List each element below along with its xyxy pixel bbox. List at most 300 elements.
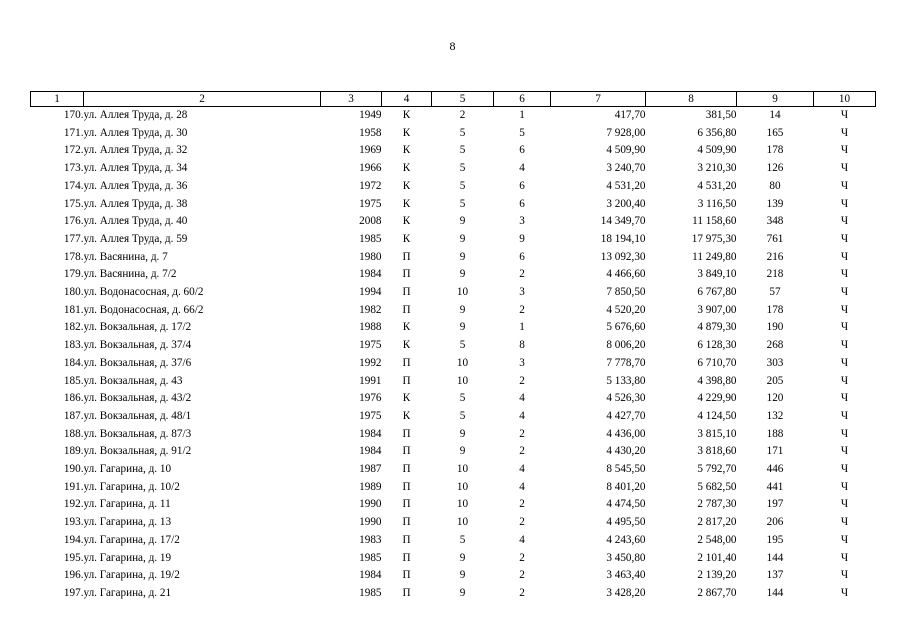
row-number-cell: 190.: [63, 463, 84, 476]
wall-material-cell: П: [402, 250, 411, 263]
living-area-cell: 3 116,50: [697, 197, 737, 210]
category-cell: Ч: [840, 569, 849, 582]
year-built-cell: 1966: [359, 162, 382, 175]
wall-material-cell: К: [402, 126, 411, 139]
wall-material-cell: К: [402, 215, 411, 228]
entrances-cell: 3: [519, 286, 525, 299]
total-area-cell: 4 531,20: [606, 179, 646, 192]
total-area-cell: 4 526,30: [606, 392, 646, 405]
living-area-cell: 2 139,20: [697, 569, 737, 582]
category-cell: Ч: [840, 197, 849, 210]
column-header: 7: [551, 92, 646, 107]
table-row: [31, 585, 876, 603]
wall-material-cell: П: [402, 356, 411, 369]
wall-material-cell: К: [402, 321, 411, 334]
row-number-cell: 197.: [63, 586, 84, 599]
floors-cell: 9: [459, 232, 466, 245]
year-built-cell: 1972: [359, 179, 382, 192]
wall-material-cell: К: [402, 339, 411, 352]
year-built-cell: 1975: [359, 339, 382, 352]
table-row: [31, 532, 876, 550]
floors-cell: 5: [459, 392, 466, 405]
total-area-cell: 3 428,20: [606, 586, 646, 599]
row-number-cell: 170.: [63, 109, 84, 121]
entrances-cell: 2: [519, 516, 525, 529]
floors-cell: 10: [456, 356, 469, 369]
year-built-cell: 1958: [359, 126, 382, 139]
residents-cell: 80: [769, 179, 781, 192]
category-cell: Ч: [840, 250, 849, 263]
year-built-cell: 1949: [359, 109, 382, 121]
address-cell: ул. Гагарина, д. 17/2: [83, 533, 180, 546]
table-row: [31, 337, 876, 355]
floors-cell: 5: [459, 197, 466, 210]
year-built-cell: 1985: [359, 232, 382, 245]
living-area-cell: 5 682,50: [697, 480, 737, 493]
address-cell: ул. Вокзальная, д. 17/2: [83, 321, 192, 334]
entrances-cell: 2: [519, 586, 525, 599]
living-area-cell: 2 548,00: [697, 533, 737, 546]
table-row: [31, 390, 876, 408]
row-number-cell: 175.: [63, 197, 84, 210]
entrances-cell: 6: [519, 197, 525, 210]
year-built-cell: 1983: [359, 533, 382, 546]
living-area-cell: 4 531,20: [697, 179, 737, 192]
residents-cell: 188: [766, 427, 784, 440]
entrances-cell: 1: [519, 109, 525, 121]
category-cell: Ч: [840, 374, 849, 387]
row-number-cell: 173.: [63, 162, 84, 175]
year-built-cell: 1992: [359, 356, 382, 369]
row-number-cell: 195.: [63, 551, 84, 564]
category-cell: Ч: [840, 463, 849, 476]
table-row: [31, 178, 876, 196]
entrances-cell: 1: [519, 321, 525, 334]
address-cell: ул. Гагарина, д. 10: [83, 463, 172, 476]
table-row: [31, 514, 876, 532]
total-area-cell: 4 436,00: [606, 427, 646, 440]
total-area-cell: 8 006,20: [606, 339, 646, 352]
living-area-cell: 17 975,30: [691, 232, 737, 245]
living-area-cell: 11 158,60: [692, 215, 737, 228]
year-built-cell: 1975: [359, 197, 382, 210]
row-number-cell: 193.: [63, 516, 84, 529]
residents-cell: 441: [766, 480, 784, 493]
wall-material-cell: П: [402, 480, 411, 493]
row-number-cell: 183.: [63, 339, 84, 352]
entrances-cell: 2: [519, 498, 525, 511]
entrances-cell: 4: [519, 409, 525, 422]
column-header: 1: [31, 92, 84, 107]
entrances-cell: 4: [519, 392, 525, 405]
table-row: [31, 231, 876, 249]
living-area-cell: 3 815,10: [697, 427, 737, 440]
year-built-cell: 1985: [359, 551, 382, 564]
address-cell: ул. Аллея Труда, д. 34: [83, 162, 188, 175]
category-cell: Ч: [840, 215, 849, 228]
total-area-cell: 3 240,70: [606, 162, 646, 175]
category-cell: Ч: [840, 392, 849, 405]
residents-cell: 205: [766, 374, 784, 387]
total-area-cell: 7 928,00: [606, 126, 646, 139]
row-number-cell: 178.: [63, 250, 84, 263]
table-row: [31, 496, 876, 514]
living-area-cell: 2 787,30: [697, 498, 737, 511]
entrances-cell: 3: [519, 215, 525, 228]
row-number-cell: 184.: [63, 356, 84, 369]
table-row: [31, 550, 876, 568]
residents-cell: 178: [766, 303, 784, 316]
table-row: [31, 284, 876, 302]
floors-cell: 10: [456, 374, 469, 387]
living-area-cell: 11 249,80: [692, 250, 737, 263]
year-built-cell: 1987: [359, 463, 382, 476]
residents-cell: 126: [766, 162, 784, 175]
year-built-cell: 1989: [359, 480, 382, 493]
entrances-cell: 4: [519, 480, 525, 493]
living-area-cell: 2 817,20: [697, 516, 737, 529]
residents-cell: 218: [766, 268, 784, 281]
living-area-cell: 4 124,50: [697, 409, 737, 422]
floors-cell: 9: [459, 268, 466, 281]
floors-cell: 5: [459, 533, 466, 546]
column-header: 5: [432, 92, 494, 107]
floors-cell: 9: [459, 569, 466, 582]
column-header: 3: [321, 92, 382, 107]
floors-cell: 5: [459, 144, 466, 157]
floors-cell: 10: [456, 286, 469, 299]
category-cell: Ч: [840, 356, 849, 369]
living-area-cell: 6 767,80: [697, 286, 737, 299]
wall-material-cell: П: [402, 303, 411, 316]
wall-material-cell: П: [402, 463, 411, 476]
floors-cell: 9: [459, 321, 466, 334]
category-cell: Ч: [840, 480, 849, 493]
total-area-cell: 4 243,60: [606, 533, 646, 546]
total-area-cell: 18 194,10: [600, 232, 646, 245]
category-cell: Ч: [840, 286, 849, 299]
address-cell: ул. Гагарина, д. 10/2: [83, 480, 180, 493]
row-number-cell: 189.: [63, 445, 84, 458]
residents-cell: 171: [766, 445, 784, 458]
floors-cell: 9: [459, 215, 466, 228]
table-row: [31, 125, 876, 143]
entrances-cell: 2: [519, 551, 525, 564]
total-area-cell: 4 466,60: [606, 268, 646, 281]
category-cell: Ч: [840, 109, 849, 121]
row-number-cell: 194.: [63, 533, 84, 546]
wall-material-cell: П: [402, 551, 411, 564]
category-cell: Ч: [840, 498, 849, 511]
entrances-cell: 2: [519, 268, 525, 281]
table-row: [31, 302, 876, 320]
year-built-cell: 1991: [359, 374, 382, 387]
floors-cell: 10: [456, 463, 469, 476]
living-area-cell: 6 356,80: [697, 126, 737, 139]
row-number-cell: 188.: [63, 427, 84, 440]
address-cell: ул. Вокзальная, д. 43/2: [83, 392, 192, 405]
wall-material-cell: П: [402, 498, 411, 511]
total-area-cell: 14 349,70: [600, 215, 646, 228]
entrances-cell: 5: [519, 126, 525, 139]
address-cell: ул. Гагарина, д. 21: [83, 586, 172, 599]
total-area-cell: 3 463,40: [606, 569, 646, 582]
address-cell: ул. Водонасосная, д. 66/2: [83, 303, 204, 316]
address-cell: ул. Аллея Труда, д. 40: [83, 215, 188, 228]
residents-cell: 120: [766, 392, 784, 405]
living-area-cell: 4 879,30: [697, 321, 737, 334]
row-number-cell: 176.: [63, 215, 84, 228]
entrances-cell: 9: [519, 232, 525, 245]
table-row: [31, 213, 876, 231]
floors-cell: 9: [459, 445, 466, 458]
column-header: 4: [382, 92, 432, 107]
table-row: [31, 373, 876, 391]
floors-cell: 10: [456, 480, 469, 493]
living-area-cell: 5 792,70: [697, 463, 737, 476]
year-built-cell: 1982: [359, 303, 382, 316]
floors-cell: 5: [459, 179, 466, 192]
entrances-cell: 4: [519, 533, 525, 546]
residents-cell: 144: [766, 586, 784, 599]
entrances-cell: 4: [519, 162, 525, 175]
residents-cell: 139: [766, 197, 784, 210]
row-number-cell: 177.: [63, 232, 84, 245]
category-cell: Ч: [840, 516, 849, 529]
residents-cell: 446: [766, 463, 784, 476]
residents-cell: 216: [766, 250, 784, 263]
total-area-cell: 5 676,60: [606, 321, 646, 334]
total-area-cell: 3 450,80: [606, 551, 646, 564]
living-area-cell: 2 867,70: [697, 586, 737, 599]
entrances-cell: 2: [519, 303, 525, 316]
wall-material-cell: П: [402, 533, 411, 546]
total-area-cell: 4 509,90: [606, 144, 646, 157]
table-row: [31, 107, 876, 125]
address-cell: ул. Васянина, д. 7: [83, 250, 168, 263]
floors-cell: 10: [456, 498, 469, 511]
floors-cell: 5: [459, 126, 466, 139]
residents-cell: 348: [766, 215, 784, 228]
row-number-cell: 196.: [63, 569, 84, 582]
year-built-cell: 1984: [359, 268, 382, 281]
table-row: [31, 266, 876, 284]
address-cell: ул. Васянина, д. 7/2: [83, 268, 177, 281]
residents-cell: 57: [769, 286, 781, 299]
living-area-cell: 3 907,00: [697, 303, 737, 316]
total-area-cell: 4 520,20: [606, 303, 646, 316]
year-built-cell: 1969: [359, 144, 382, 157]
residents-cell: 178: [766, 144, 784, 157]
wall-material-cell: К: [402, 409, 411, 422]
wall-material-cell: П: [402, 516, 411, 529]
year-built-cell: 1980: [359, 250, 382, 263]
residents-cell: 132: [766, 409, 784, 422]
wall-material-cell: К: [402, 109, 411, 121]
year-built-cell: 1984: [359, 427, 382, 440]
header-row: [31, 92, 876, 107]
wall-material-cell: К: [402, 144, 411, 157]
total-area-cell: 4 427,70: [606, 409, 646, 422]
address-cell: ул. Вокзальная, д. 37/6: [83, 356, 192, 369]
floors-cell: 10: [456, 516, 469, 529]
column-header: 6: [494, 92, 551, 107]
floors-cell: 9: [459, 551, 466, 564]
total-area-cell: 4 495,50: [606, 516, 646, 529]
residents-cell: 303: [766, 356, 784, 369]
wall-material-cell: П: [402, 374, 411, 387]
category-cell: Ч: [840, 445, 849, 458]
address-cell: ул. Аллея Труда, д. 30: [83, 126, 188, 139]
entrances-cell: 2: [519, 569, 525, 582]
table-row: [31, 319, 876, 337]
address-cell: ул. Аллея Труда, д. 32: [83, 144, 188, 157]
total-area-cell: 8 401,20: [606, 480, 646, 493]
floors-cell: 9: [459, 427, 466, 440]
total-area-cell: 4 474,50: [606, 498, 646, 511]
row-number-cell: 179.: [63, 268, 84, 281]
residents-cell: 165: [766, 126, 784, 139]
category-cell: Ч: [840, 551, 849, 564]
entrances-cell: 2: [519, 374, 525, 387]
residents-cell: 197: [766, 498, 784, 511]
column-header: 9: [737, 92, 814, 107]
row-number-cell: 182.: [63, 321, 84, 334]
floors-cell: 5: [459, 162, 466, 175]
total-area-cell: 8 545,50: [606, 463, 646, 476]
floors-cell: 5: [459, 339, 466, 352]
wall-material-cell: К: [402, 179, 411, 192]
living-area-cell: 4 398,80: [697, 374, 737, 387]
year-built-cell: 2008: [359, 215, 382, 228]
table-row: [31, 426, 876, 444]
address-cell: ул. Гагарина, д. 11: [83, 498, 171, 511]
table-row: [31, 142, 876, 160]
row-number-cell: 171.: [63, 126, 84, 139]
entrances-cell: 2: [519, 445, 525, 458]
table-row: [31, 567, 876, 585]
year-built-cell: 1975: [359, 409, 382, 422]
wall-material-cell: П: [402, 586, 411, 599]
wall-material-cell: П: [402, 268, 411, 281]
page-number: 8: [449, 39, 456, 53]
residents-cell: 137: [766, 569, 784, 582]
wall-material-cell: К: [402, 197, 411, 210]
year-built-cell: 1994: [359, 286, 382, 299]
residents-cell: 14: [769, 109, 781, 121]
address-cell: ул. Водонасосная, д. 60/2: [83, 286, 204, 299]
residents-cell: 190: [766, 321, 784, 334]
category-cell: Ч: [840, 144, 849, 157]
category-cell: Ч: [840, 179, 849, 192]
table-row: [31, 160, 876, 178]
row-number-cell: 174.: [63, 179, 84, 192]
residents-cell: 761: [766, 232, 784, 245]
row-number-cell: 185.: [63, 374, 84, 387]
column-header: 8: [646, 92, 737, 107]
address-cell: ул. Аллея Труда, д. 38: [83, 197, 188, 210]
category-cell: Ч: [840, 339, 849, 352]
wall-material-cell: К: [402, 162, 411, 175]
column-header: 10: [814, 92, 876, 107]
table-row: [31, 443, 876, 461]
row-number-cell: 172.: [63, 144, 84, 157]
total-area-cell: 7 850,50: [606, 286, 646, 299]
residents-cell: 144: [766, 551, 784, 564]
entrances-cell: 6: [519, 179, 525, 192]
wall-material-cell: П: [402, 445, 411, 458]
table-row: [31, 355, 876, 373]
year-built-cell: 1990: [359, 516, 382, 529]
wall-material-cell: К: [402, 232, 411, 245]
row-number-cell: 191.: [63, 480, 84, 493]
wall-material-cell: П: [402, 427, 411, 440]
entrances-cell: 8: [519, 339, 525, 352]
address-cell: ул. Вокзальная, д. 43: [83, 374, 183, 387]
floors-cell: 9: [459, 303, 466, 316]
residents-cell: 268: [766, 339, 784, 352]
year-built-cell: 1976: [359, 392, 382, 405]
category-cell: Ч: [840, 232, 849, 245]
living-area-cell: 3 818,60: [697, 445, 737, 458]
address-cell: ул. Вокзальная, д. 37/4: [83, 339, 192, 352]
address-cell: ул. Вокзальная, д. 87/3: [83, 427, 192, 440]
table-row: [31, 196, 876, 214]
residents-cell: 206: [766, 516, 784, 529]
address-cell: ул. Аллея Труда, д. 59: [83, 232, 188, 245]
floors-cell: 9: [459, 250, 466, 263]
total-area-cell: 4 430,20: [606, 445, 646, 458]
living-area-cell: 2 101,40: [697, 551, 737, 564]
category-cell: Ч: [840, 427, 849, 440]
total-area-cell: 417,70: [614, 109, 646, 121]
total-area-cell: 3 200,40: [606, 197, 646, 210]
housing-registry-table: [30, 91, 876, 603]
living-area-cell: 381,50: [705, 109, 737, 121]
floors-cell: 2: [459, 109, 466, 121]
row-number-cell: 181.: [63, 303, 84, 316]
entrances-cell: 3: [519, 356, 525, 369]
wall-material-cell: К: [402, 392, 411, 405]
table-row: [31, 479, 876, 497]
total-area-cell: 5 133,80: [606, 374, 646, 387]
address-cell: ул. Аллея Труда, д. 36: [83, 179, 188, 192]
address-cell: ул. Вокзальная, д. 91/2: [83, 445, 192, 458]
category-cell: Ч: [840, 409, 849, 422]
row-number-cell: 187.: [63, 409, 84, 422]
category-cell: Ч: [840, 162, 849, 175]
year-built-cell: 1990: [359, 498, 382, 511]
entrances-cell: 2: [519, 427, 525, 440]
category-cell: Ч: [840, 586, 849, 599]
category-cell: Ч: [840, 126, 849, 139]
year-built-cell: 1984: [359, 445, 382, 458]
living-area-cell: 3 210,30: [697, 162, 737, 175]
floors-cell: 5: [459, 409, 466, 422]
year-built-cell: 1984: [359, 569, 382, 582]
total-area-cell: 7 778,70: [606, 356, 646, 369]
living-area-cell: 6 710,70: [697, 356, 737, 369]
living-area-cell: 6 128,30: [697, 339, 737, 352]
living-area-cell: 4 229,90: [697, 392, 737, 405]
table-row: [31, 461, 876, 479]
category-cell: Ч: [840, 533, 849, 546]
category-cell: Ч: [840, 303, 849, 316]
wall-material-cell: П: [402, 569, 411, 582]
row-number-cell: 180.: [63, 286, 84, 299]
column-header: 2: [84, 92, 321, 107]
address-cell: ул. Вокзальная, д. 48/1: [83, 409, 192, 422]
